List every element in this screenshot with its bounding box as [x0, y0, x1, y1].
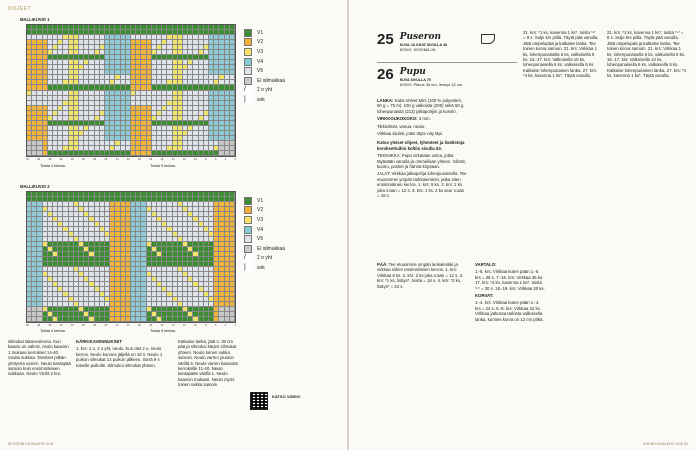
right-text-col-1 — [377, 98, 467, 201]
chart-1-grid — [26, 24, 236, 157]
col-4-text: 21. krs: *1 ks, kavenna 1 ks*, toista *-* = 8 s. Sulje krs piilla. Täytä pää vanulla. Jätä ompelupää ja katkaise lanka. Tee toinen korva samoin. 21. krs: Virkkaa 1 ks, lohenpunaisella 6 ks, valkoisella 5 ks. 16.-17. krs: Valkoisella 10 ks, lohenpunaisella 6 ks, valkoisella 5 ks. Katkaise lohenpunainen lanka. 27. krs: *4 ks, kavenna 1 ks*. Täytä vanulla. — [607, 30, 687, 79]
chart-2-col-ticks — [26, 324, 236, 327]
chart-1-title: MALLIKUVIO 1 — [20, 17, 50, 22]
col-tick: 10 — [194, 324, 197, 327]
col-tick: 32 — [70, 158, 74, 161]
materials-heading: LANKA: — [377, 98, 394, 103]
legend-label: V1 — [257, 197, 264, 204]
technique-text: TEKNIIKKA: Pupu virkataan osina, jotka täytetään vanulla ja ommellaan yhteen. Silmät, kuono, posket ja hännä kirjotaan. — [377, 153, 466, 170]
legend-item — [244, 66, 285, 76]
chart-cell — [230, 151, 235, 156]
right-text-col-1b — [377, 262, 467, 291]
col-tick: 32 — [70, 324, 74, 327]
col-tick: 18 — [149, 158, 153, 161]
legend-item — [244, 47, 285, 57]
right-text-col-4 — [607, 30, 687, 81]
legend-swatch: / — [244, 254, 252, 262]
pattern-26-number: 26 — [377, 66, 394, 83]
col-tick: 20 — [138, 158, 141, 161]
legend-label: V2 — [257, 207, 264, 214]
col-tick: 30 — [82, 324, 85, 327]
chart-2-repeat-left: Toista 4 kertaa. — [40, 329, 66, 333]
legend-item — [244, 263, 285, 273]
col-tick: 6 — [215, 324, 217, 327]
legend-swatch — [244, 77, 252, 85]
col-tick: 36 — [48, 158, 52, 161]
legend-swatch: | — [244, 96, 252, 104]
legend-swatch — [244, 197, 252, 205]
left-text-col-2 — [76, 339, 172, 370]
legend-item — [244, 234, 285, 244]
col-tick: 2 — [234, 158, 236, 161]
right-text-col-3 — [523, 30, 599, 81]
legend-swatch — [244, 226, 252, 234]
col-tick: 24 — [115, 158, 119, 161]
left-col-3-body: Katkaise lanka, jätä n. 30 cm pää ja silmukoi kärjen silmukat yhteen. Neulo toinen sukka samoin. Neulo varren jouston värillä 5. Neulo varren kaavioita kerroksille 11-40. Neulo kantapään värillä 1. Neulo kaavion mukaan. Neulo myös toinen sukka samoin. — [178, 339, 238, 388]
needles-text: 3 mm. — [418, 116, 431, 122]
extras-text: Tikkisilmät, vanua, neula. — [377, 123, 426, 129]
pattern-26-size: KOKO: Pituus 30 cm, leveys 12 cm — [399, 82, 463, 87]
legend-item — [244, 86, 285, 96]
legend-swatch — [244, 67, 252, 75]
col-tick: 14 — [171, 324, 175, 327]
chart-cell — [230, 317, 235, 322]
col-tick: 26 — [104, 324, 108, 327]
chart-1-repeat-left: Toista 4 kertaa. — [40, 164, 66, 168]
left-text-col-3 — [178, 339, 238, 390]
legend-label: V2 — [257, 39, 264, 46]
legend-item — [244, 38, 285, 48]
col-tick: 6 — [215, 158, 217, 161]
pattern-26-name: Pupu — [399, 67, 426, 77]
legend-item — [244, 215, 285, 225]
col-tick: 40 — [26, 324, 29, 327]
col-tick: 26 — [104, 158, 108, 161]
col-tick: 30 — [82, 158, 85, 161]
divider — [377, 62, 517, 63]
legend-label: sok — [257, 264, 265, 271]
legend-label: 2 o yht — [257, 255, 273, 262]
chart-2-title: MALLIKUVIO 2 — [20, 184, 50, 189]
needles-heading: VIRKKOUKOKOKO: — [377, 116, 418, 122]
legend-swatch — [244, 29, 252, 37]
col-tick: 28 — [93, 158, 97, 161]
col-tick: 16 — [160, 324, 164, 327]
section-header: OHJEET — [8, 6, 32, 12]
col-tick: 12 — [182, 324, 186, 327]
legend-label: V5 — [257, 236, 264, 243]
pattern-25-number: 25 — [377, 31, 394, 48]
col-tick: 10 — [194, 158, 197, 161]
pattern-25-subtitle: KUVA JA OHJE SIVULLA 48 — [399, 43, 447, 47]
materials-text: Katia Velvet Mini (100 % polyesteri, 50 g = 75 m): 100 g valkoista (200) sekä 50 g lohenpunaista (213) jalkapohjiin ja korviin. — [377, 98, 464, 114]
legend-swatch — [244, 245, 252, 253]
legend-swatch: | — [244, 264, 252, 272]
col-tick: 8 — [205, 324, 207, 327]
col-tick: 4 — [224, 158, 227, 161]
legend-item — [244, 196, 285, 206]
qr-code[interactable] — [250, 392, 268, 410]
intro-text: Katso yleiset ohjeet, lyhenteet ja lisätietoja keroksettuihin koltiin sivulla 63. — [377, 140, 465, 151]
chart-2-grid — [26, 191, 236, 323]
left-col-2-heading: KÄRKIKAVENNUKSET — [76, 339, 122, 344]
chart-1-col-ticks — [26, 158, 236, 161]
left-col-1-body: silmukat takaneuleena. Kun kaavio on valmis, neulo kaavion 1 mukaan kerrokset 14-40. Sovita sukkaa. Tarvitset pitkän ylettyvän varren. Neulo kantapää samoin kuin ensimmäiseen sukkaan. Neulo Y5:llä 2 krs. — [8, 339, 71, 377]
legend-label: Ei silmukkaa — [257, 245, 286, 252]
col-tick: 14 — [171, 158, 175, 161]
col-tick: 24 — [115, 324, 119, 327]
col-tick: 34 — [59, 324, 63, 327]
left-page — [0, 0, 347, 450]
col-tick: 36 — [48, 324, 52, 327]
footer-left: 50 KODIN KUVALEHTI 4/16 — [8, 442, 54, 446]
col-tick: 40 — [26, 158, 29, 161]
col-tick: 34 — [59, 158, 63, 161]
legend-label: V4 — [257, 226, 264, 233]
legend-item — [244, 57, 285, 67]
col-tick: 22 — [126, 158, 130, 161]
legend-item — [244, 28, 285, 38]
qr-label: KATSO VIDEO! — [272, 394, 301, 399]
legend-label: V5 — [257, 68, 264, 75]
right-page — [349, 0, 696, 450]
pattern-26-header — [377, 67, 462, 87]
col-tick: 22 — [126, 324, 130, 327]
col-tick: 38 — [37, 158, 41, 161]
col-tick: 28 — [93, 324, 97, 327]
legend-label: 2 o yht — [257, 87, 273, 94]
body-text: 1.-6. krs: Virkkaa kuten pään 1.-6. krs = 36 s. 7.-16. krs: Virkkaa 36 ks. 17. krs: *4 ks, kavenna 1 ks*, toista *-* = 30 s. 18.-19. krs: Virkkaa 30 ks. — [475, 269, 545, 291]
right-text-col-2 — [475, 262, 545, 324]
legend-item — [244, 206, 285, 216]
chart-1-repeat-right: Toista 9 kertaa. — [150, 164, 176, 168]
pattern-25-header — [377, 32, 447, 52]
gauge-text: Virkkaa tiiviisti, jottei täyte näy läpi. — [377, 131, 444, 137]
legend-swatch — [244, 235, 252, 243]
col-tick: 16 — [160, 158, 164, 161]
legend-label: V4 — [257, 58, 264, 65]
col-tick: 8 — [205, 158, 207, 161]
left-col-2-body: 1. krs: 1 o, 2 o yht, neulo. Kun olet 2 o, neulo kerros. Neulo kunnes jäljellä on 18 s. Neulo 1 puikon silmukat 14 puikon jälkeen. Siirrä 9 s toiselle puikolle. Silmukoi silmukat yhteen. — [76, 346, 163, 368]
left-text-col-1 — [8, 339, 72, 379]
col-tick: 2 — [234, 324, 236, 327]
legend-swatch — [244, 58, 252, 66]
legend-swatch: / — [244, 86, 252, 94]
chart-2-legend — [244, 196, 285, 273]
chart-1-legend — [244, 28, 285, 105]
col-3-text: 21. krs: *1 ks, kavenna 1 ks*, toista *-* = 8 s. Sulje krs piilla. Täytä pää vanulla. Jätä ompelupää ja katkaise lanka. Tee toinen korva samoin. 21. krs: Virkkaa 1 ks, lohenpunaisella 6 ks, valkoisella 5 ks. 16.-17. krs: Valkoisella 10 ks, lohenpunaisella 6 ks, valkoisella 5 ks. Katkaise lohenpunainen lanka. 27. krs: *4 ks, kavenna 1 ks*. Täytä vanulla. — [523, 30, 599, 79]
legend-label: V3 — [257, 216, 264, 223]
chart-2-repeat-right: Toista 9 kertaa. — [150, 329, 176, 333]
col-tick: 4 — [224, 324, 227, 327]
pattern-25-size: KOKO: XS/S/M/L/XL — [399, 47, 437, 52]
ears-heading: KORVAT: — [475, 293, 494, 299]
legend-item — [244, 225, 285, 235]
legs-text: JALAT: Virkkaa jalkapohja lohenpunaisella. Tee etuosmmei ympäri tarkkaiemmin, jatka siten ensimmäinen kerros. 1. krs: 6 ks. 2. krs: 2 ks joka s:aan = 12 s. 3. krs: 1 ks, 2 ks seur s:aan = 18 s. — [377, 171, 467, 199]
pattern-25-name: Puseron — [399, 32, 442, 42]
legend-item — [244, 76, 285, 86]
body-heading: VARTALO: — [475, 262, 497, 267]
legend-label: Ei silmukkaa — [257, 77, 286, 84]
pattern-26-subtitle: KUVA SIVULLA 75 — [399, 78, 431, 82]
legend-label: sok — [257, 96, 265, 103]
sock-icon — [481, 34, 495, 44]
col-tick: 18 — [149, 324, 153, 327]
legend-item — [244, 254, 285, 264]
legend-swatch — [244, 38, 252, 46]
footer-right: KODIN KUVALEHTI 4/16 51 — [642, 442, 688, 446]
head-text: Tee etuosmme ympäri lankalenkki ja virkkaa siihen ensimmäinen kerros. 1. krs: Virkkaa 6 ks. 2. krs: 2 ks joka s:aan = 12 s. 3. krs: *1 ks, lisäys*, toista = 18 s. 4. krs: *2 ks, lisäys* = 24 s. — [377, 262, 464, 289]
legend-item — [244, 95, 285, 105]
legend-item — [244, 244, 285, 254]
legend-swatch — [244, 216, 252, 224]
col-tick: 20 — [138, 324, 141, 327]
head-heading: PÄÄ: — [377, 262, 388, 267]
ears-text: 1.-4. krs: Virkkaa kuten pään 1.-4. krs = 24 s. 5.-8. krs: Virkkaa 24 ks. Virkkaa jatkossa tarkista valkoisella lanka, kunnes korva on 12 cm pitkä. — [475, 300, 544, 322]
legend-label: V3 — [257, 48, 264, 55]
legend-label: V1 — [257, 29, 264, 36]
legend-swatch — [244, 48, 252, 56]
col-tick: 12 — [182, 158, 186, 161]
col-tick: 38 — [37, 324, 41, 327]
legend-swatch — [244, 206, 252, 214]
